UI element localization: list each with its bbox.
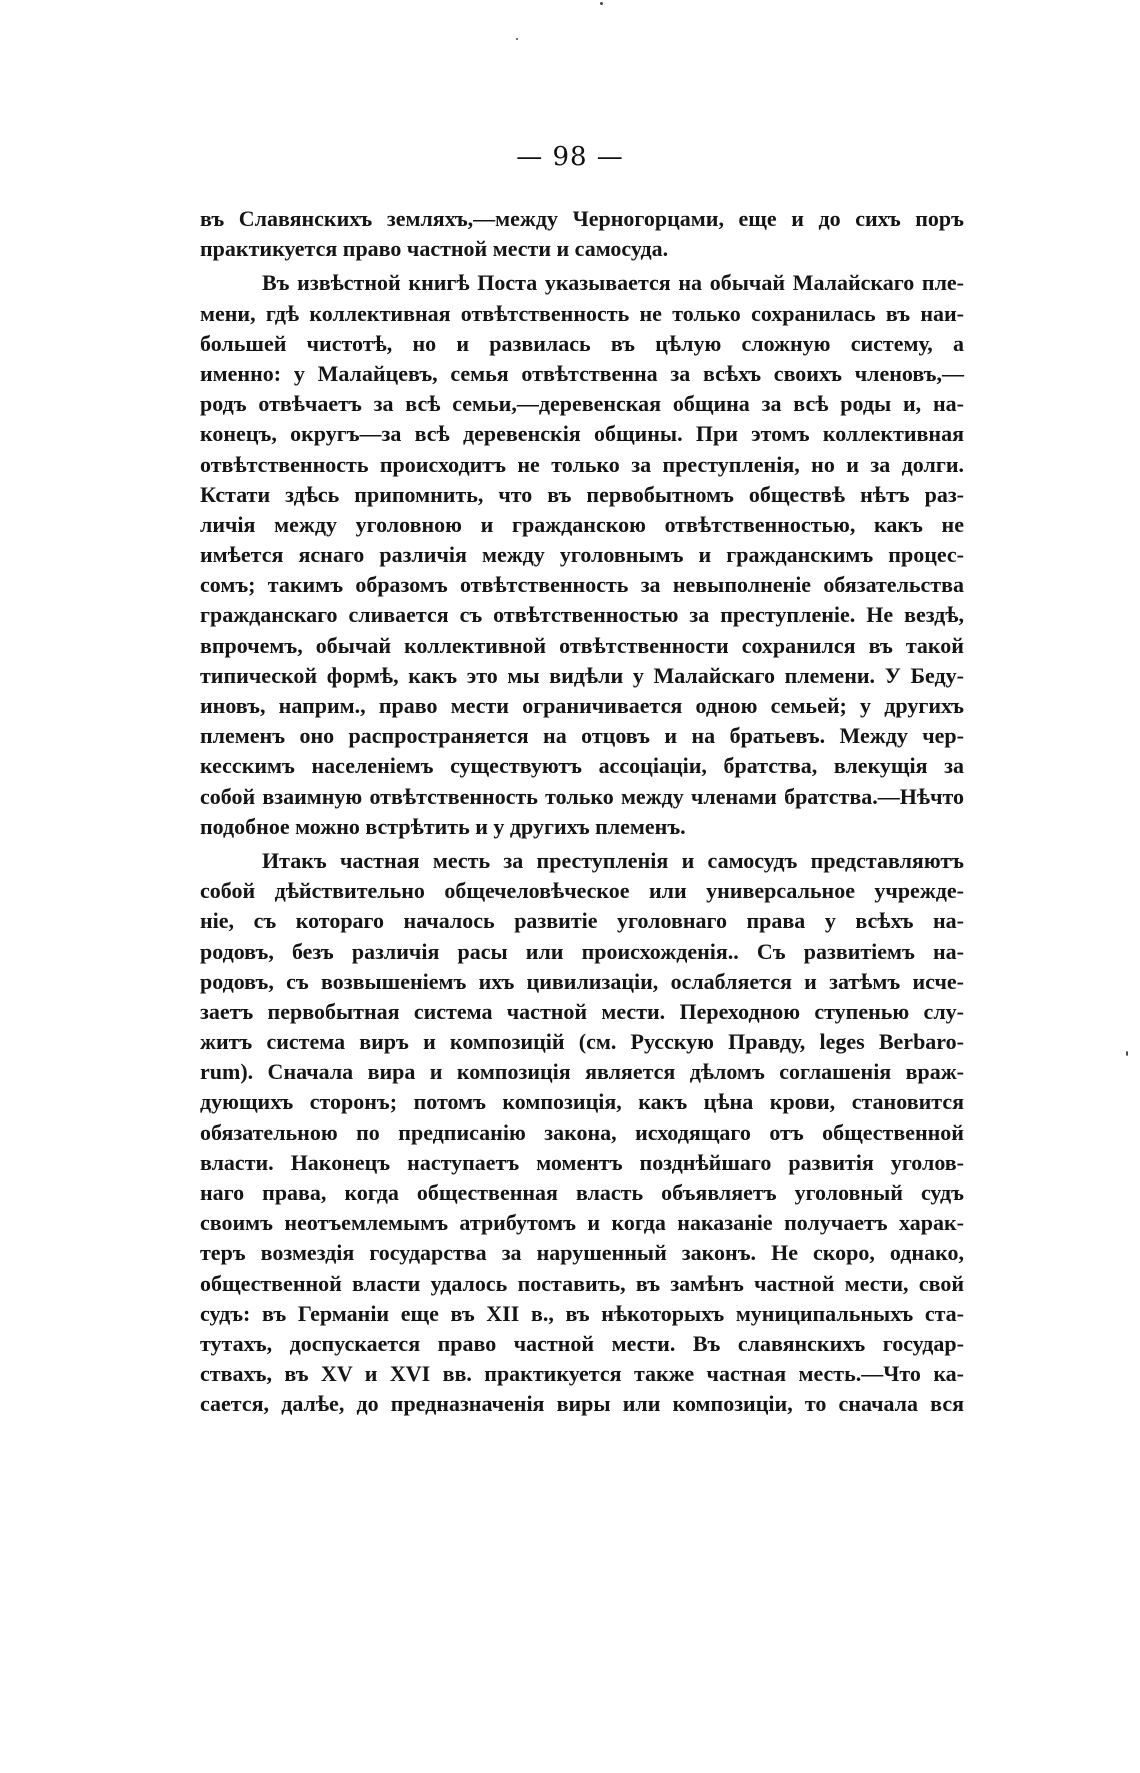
text-line: Итакъ частная месть за преступленія и самосудъ представляютъ (262, 847, 964, 873)
text-line: родовъ, безъ различія расы или происхожденія.. Съ развитіемъ на- (200, 938, 964, 964)
page-number: — 98 — (516, 142, 624, 172)
paragraph (200, 846, 964, 1420)
text-line: впрочемъ, обычай коллективной отвѣтственности сохранился въ такой (200, 632, 964, 658)
text-line: общественной власти удалось поставить, въ замѣнъ частной мести, свой (200, 1270, 964, 1296)
text-line: родовъ, съ возвышеніемъ ихъ цивилизаціи, ослабляется и затѣмъ исче- (200, 968, 964, 994)
text-line: мени, гдѣ коллективная отвѣтственность не только сохранилась въ наи- (200, 300, 964, 326)
text-line: обязательною по предписанію закона, исходящаго отъ общественной (200, 1119, 964, 1145)
text-line: ніе, съ котораго началось развитіе уголовнаго права у всѣхъ на- (200, 908, 964, 934)
body-text (200, 204, 964, 1420)
text-line: заетъ первобытная система частной мести. Переходною ступенью слу- (200, 998, 964, 1024)
text-line: тутахъ, доспускается право частной мести. Въ славянскихъ государ- (200, 1330, 964, 1356)
text-line: сомъ; такимъ образомъ отвѣтственность за невыполненіе обязательства (200, 572, 964, 598)
text-line: сается, далѣе, до предназначенія виры или композиціи, то сначала вся (200, 1391, 964, 1417)
text-line: теръ возмездія государства за нарушенный законъ. Не скоро, однако, (200, 1240, 964, 1266)
text-line: гражданскаго сливается съ отвѣтственностью за преступленіе. Не вездѣ, (200, 602, 964, 628)
text-line: большей чистотѣ, но и развилась въ цѣлую сложную систему, а (200, 330, 964, 356)
text-line: имѣется яснаго различія между уголовнымъ и гражданскимъ процес- (200, 542, 964, 568)
text-line: собой взаимную отвѣтственность только между членами братства.—Нѣчто (200, 783, 964, 809)
text-line: Въ извѣстной книгѣ Поста указывается на обычай Малайскаго пле- (262, 270, 964, 296)
text-line: практикуется право частной мести и самосуда. (200, 236, 669, 262)
text-line: собой дѣйствительно общечеловѣческое или универсальное учрежде- (200, 878, 964, 904)
text-line: личія между уголовною и гражданскою отвѣтственностью, какъ не (200, 511, 964, 537)
text-line: иновъ, наприм., право мести ограничивается одною семьей; у другихъ (200, 693, 964, 718)
text-line: племенъ оно распространяется на отцовъ и на братьевъ. Между чер- (200, 723, 964, 749)
text-line: кесскимъ населеніемъ существуютъ ассоціаціи, братства, влекущія за (200, 753, 964, 779)
text-line: родъ отвѣчаетъ за всѣ семьи,—деревенская община за всѣ роды и, на- (200, 391, 964, 417)
text-line: подобное можно встрѣтить и у другихъ племенъ. (200, 813, 686, 839)
text-line: наго права, когда общественная власть объявляетъ уголовный судъ (200, 1180, 964, 1205)
text-line: rum). Сначала вира и композиція является дѣломъ соглашенія враж- (200, 1059, 964, 1085)
text-line: типической формѣ, какъ это мы видѣли у Малайскаго племени. У Беду- (200, 662, 964, 688)
text-line: судъ: въ Германіи еще въ XII в., въ нѣкоторыхъ муниципальныхъ ста- (200, 1300, 964, 1326)
text-line: конецъ, округъ—за всѣ деревенскія общины. При этомъ коллективная (200, 421, 964, 447)
text-line: своимъ неотъемлемымъ атрибутомъ и когда наказаніе получаетъ харак- (200, 1210, 964, 1236)
scan-speck (1126, 1051, 1128, 1056)
text-line: отвѣтственность происходитъ не только за преступленія, но и за долги. (200, 451, 964, 477)
paragraph (200, 268, 964, 842)
text-line: житъ система виръ и композицій (см. Русскую Правду, leges Berbaro- (200, 1029, 964, 1055)
text-line: именно: у Малайцевъ, семья отвѣтственна за всѣхъ своихъ членовъ,— (200, 360, 964, 386)
scan-speck (600, 2, 603, 5)
paragraph (200, 204, 964, 264)
text-line: власти. Наконецъ наступаетъ моментъ позднѣйшаго развитія уголов- (200, 1149, 964, 1175)
text-line: Кстати здѣсь припомнить, что въ первобытномъ обществѣ нѣтъ раз- (200, 481, 964, 507)
scan-speck (516, 38, 518, 40)
text-line: ствахъ, въ XV и XVI вв. практикуется также частная месть.—Что ка- (200, 1361, 964, 1387)
text-line: въ Славянскихъ земляхъ,—между Черногорцами, еще и до сихъ поръ (200, 206, 964, 231)
text-line: дующихъ сторонъ; потомъ композиція, какъ цѣна крови, становится (200, 1089, 964, 1115)
